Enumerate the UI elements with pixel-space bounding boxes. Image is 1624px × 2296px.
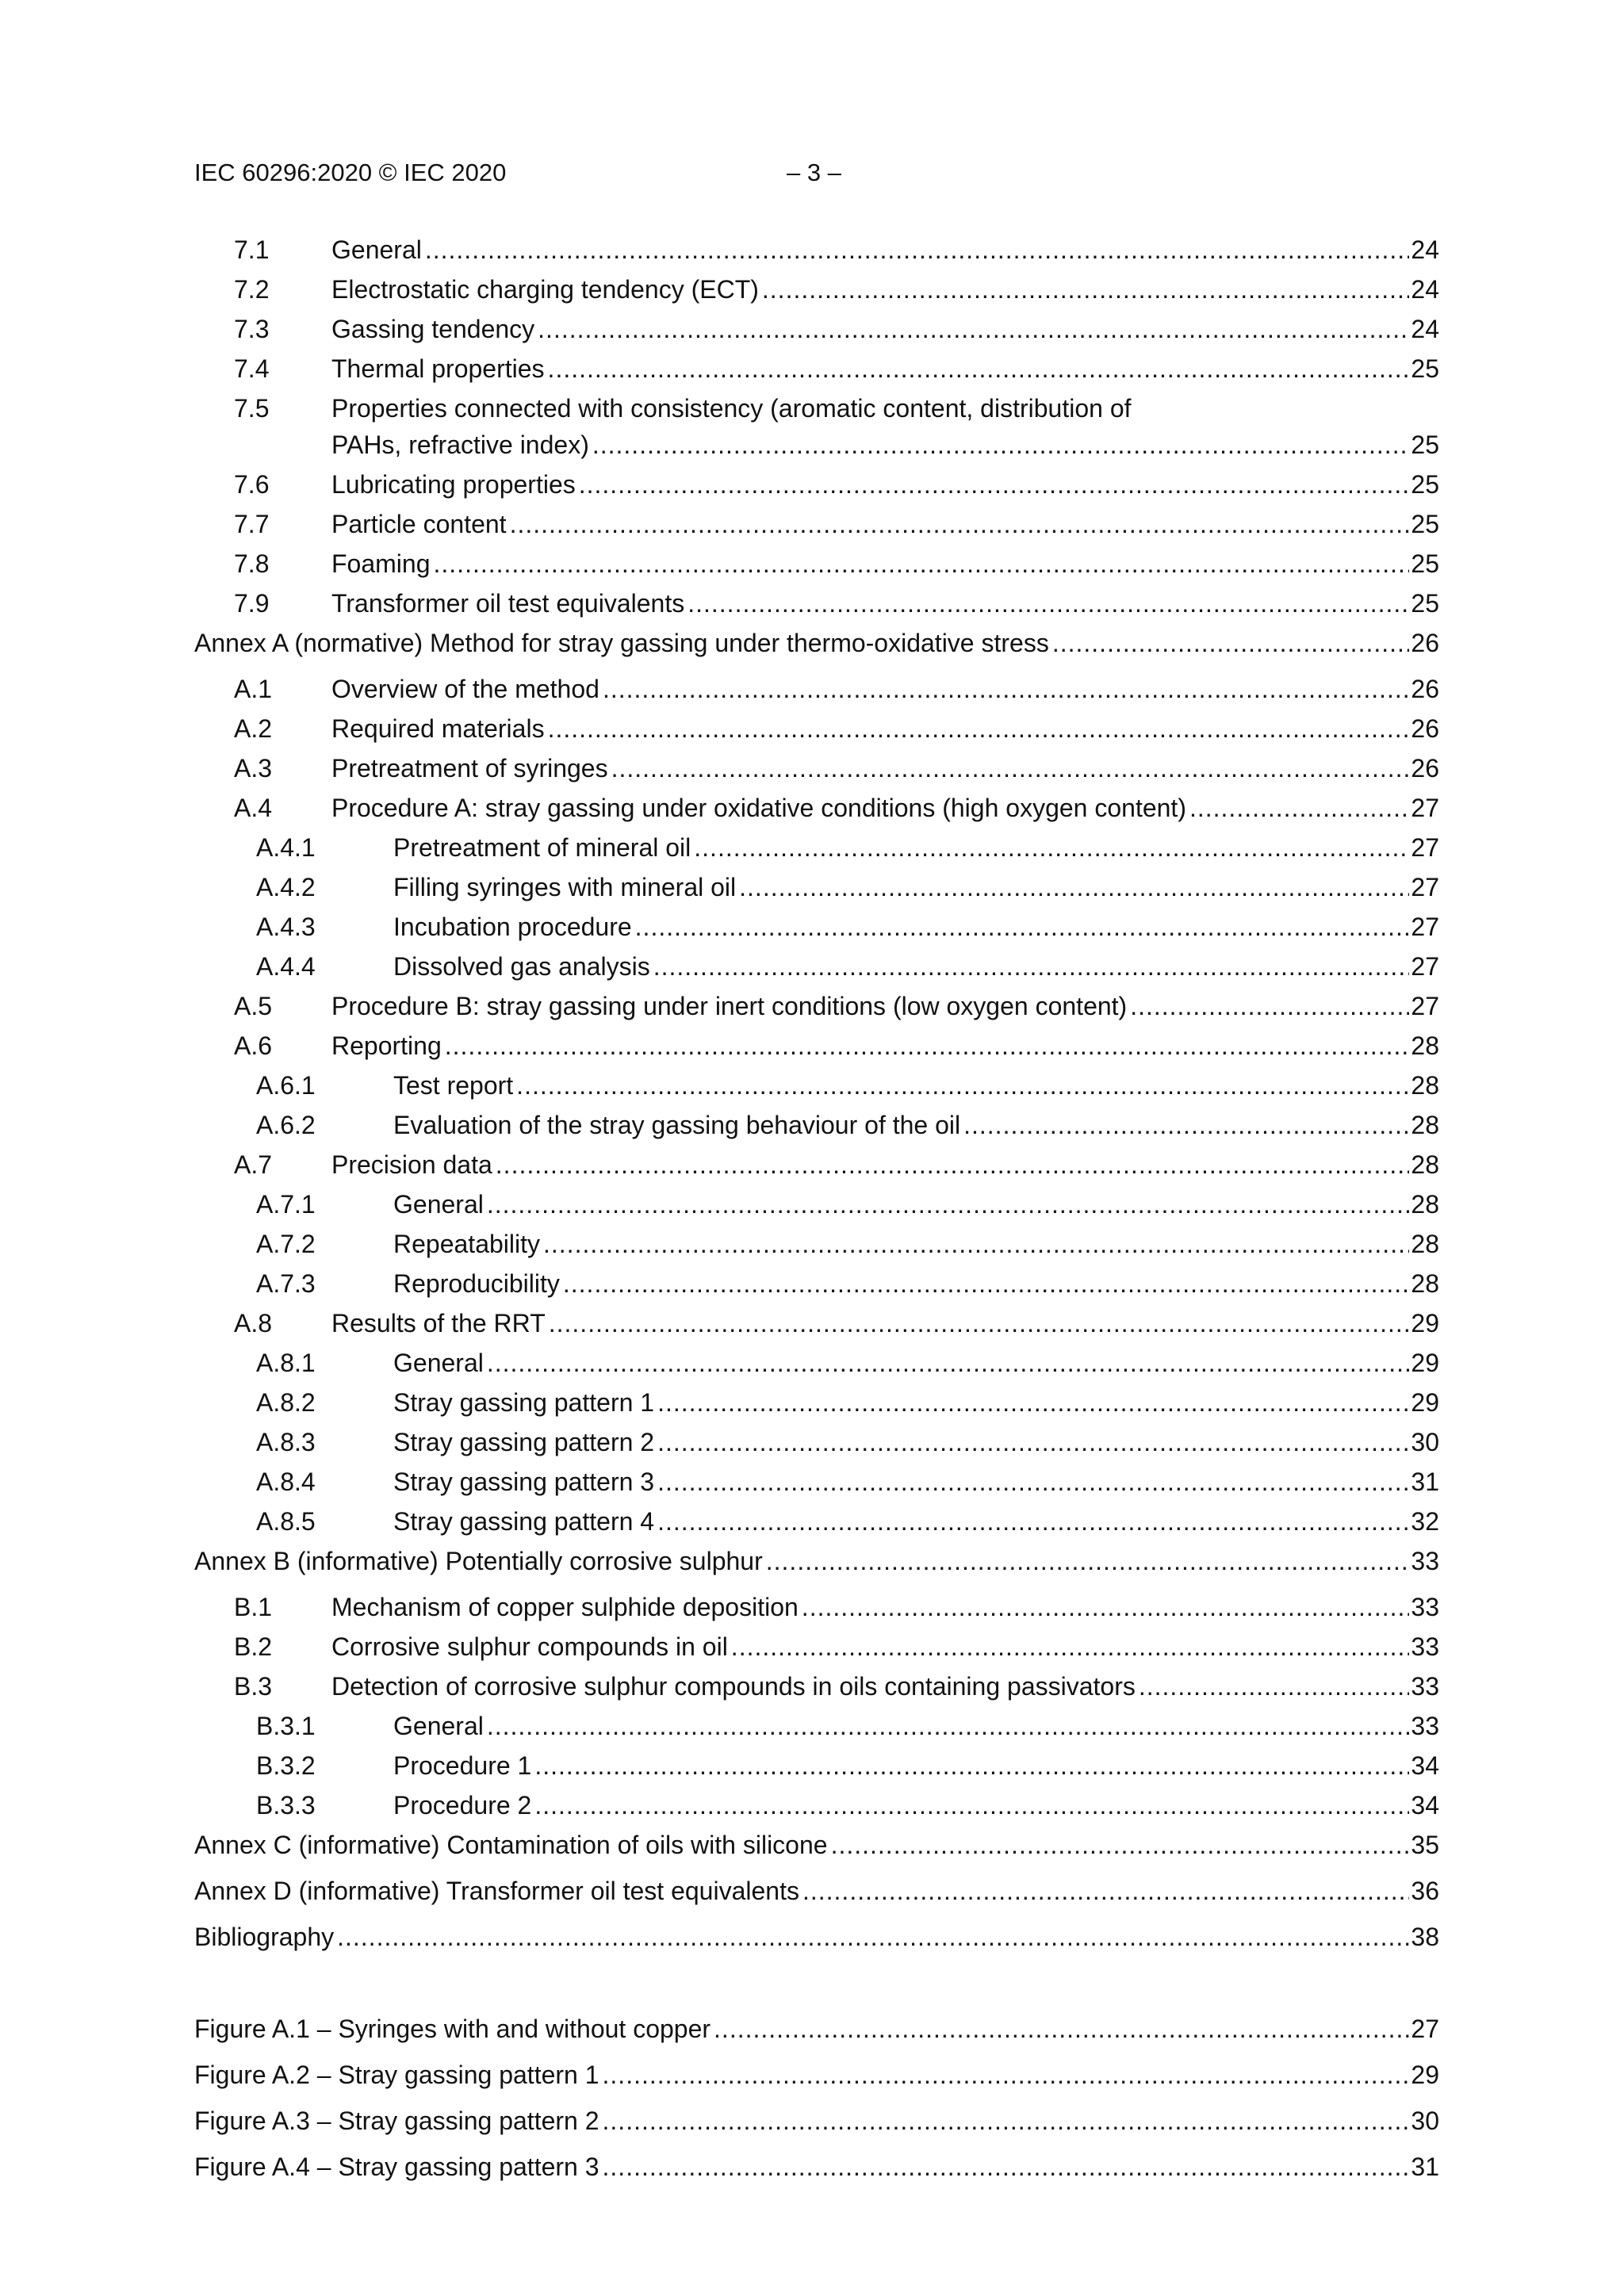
toc-entry[interactable] — [194, 584, 1439, 623]
toc-entry-page: 28 — [1411, 1150, 1439, 1179]
toc-entry-number: A.4.4 — [256, 952, 316, 981]
toc-entry[interactable] — [194, 2101, 1439, 2141]
toc-entry-title: Annex C (informative) Contamination of oils with silicone — [194, 1825, 831, 1865]
toc-entry-page: 33 — [1411, 1632, 1439, 1661]
toc-entry-number: A.7.2 — [256, 1230, 316, 1258]
toc-entry-number: 7.1 — [234, 235, 270, 264]
toc-entry-title: General — [393, 1343, 487, 1383]
toc-entry[interactable] — [194, 1502, 1439, 1541]
dot-leader — [425, 230, 1410, 270]
toc-entry-number: 7.7 — [234, 510, 270, 538]
dot-leader — [603, 669, 1409, 709]
toc-entry[interactable] — [194, 1224, 1439, 1264]
document-id: IEC 60296:2020 © IEC 2020 — [194, 159, 507, 186]
dot-leader — [611, 748, 1410, 788]
dot-leader — [510, 504, 1410, 544]
dot-leader — [487, 1343, 1410, 1383]
toc-entry-page: 26 — [1411, 714, 1439, 743]
toc-entry-page: 24 — [1411, 275, 1439, 304]
toc-entry-number: B.3 — [234, 1672, 273, 1701]
toc-entry-page: 33 — [1411, 1593, 1439, 1621]
toc-entry-page: 25 — [1411, 430, 1439, 459]
toc-entry[interactable] — [194, 669, 1439, 709]
dot-leader — [563, 1264, 1410, 1303]
toc-entry[interactable] — [194, 2055, 1439, 2095]
toc-entry[interactable] — [194, 1422, 1439, 1462]
toc-entry[interactable] — [194, 1343, 1439, 1383]
toc-entry-number: B.3.3 — [256, 1791, 316, 1820]
dot-leader — [739, 867, 1409, 907]
toc-entry-title: Transformer oil test equivalents — [331, 584, 688, 623]
dot-leader — [766, 1541, 1410, 1581]
toc-entry[interactable] — [194, 2009, 1439, 2049]
toc-entry-number: 7.5 — [234, 394, 270, 423]
toc-entry-title: Detection of corrosive sulphur compounds in oils containing passivators — [331, 1667, 1139, 1706]
dot-leader — [657, 1502, 1409, 1541]
toc-entry-page: 32 — [1411, 1507, 1439, 1536]
toc-entry-title: Filling syringes with mineral oil — [393, 867, 739, 907]
toc-entry-title: Procedure 2 — [393, 1785, 534, 1825]
toc-entry[interactable] — [194, 1871, 1439, 1911]
toc-entry-title: Overview of the method — [331, 669, 603, 709]
toc-entry-title: Procedure B: stray gassing under inert conditions (low oxygen content) — [331, 986, 1130, 1026]
dot-leader — [549, 1303, 1410, 1343]
toc-entry-number: B.1 — [234, 1593, 273, 1621]
toc-entry-page: 25 — [1411, 549, 1439, 578]
toc-entry-number: A.8 — [234, 1309, 273, 1337]
toc-entry-number: A.6.2 — [256, 1111, 316, 1139]
toc-entry-page: 25 — [1411, 470, 1439, 499]
toc-entry[interactable] — [194, 867, 1439, 907]
toc-entry-page: 28 — [1411, 1111, 1439, 1139]
toc-entry-number: A.6.1 — [256, 1071, 316, 1100]
toc-entry[interactable] — [194, 1917, 1439, 1957]
toc-entry-number: B.3.2 — [256, 1751, 316, 1780]
toc-entry-title: Pretreatment of mineral oil — [393, 828, 694, 867]
toc-entry-title: Lubricating properties — [331, 465, 579, 504]
dot-leader — [802, 1871, 1409, 1911]
toc-entry-page: 29 — [1411, 1388, 1439, 1417]
dot-leader — [543, 1224, 1409, 1264]
toc-entry-number: A.7 — [234, 1150, 273, 1179]
toc-entry-title: General — [393, 1184, 487, 1224]
toc-entry-title: Evaluation of the stray gassing behaviour of the oil — [393, 1105, 963, 1145]
dot-leader — [516, 1066, 1409, 1105]
toc-entry-page: 36 — [1411, 1877, 1439, 1905]
toc-entry-title: Stray gassing pattern 4 — [393, 1502, 657, 1541]
toc-entry[interactable] — [194, 1462, 1439, 1502]
toc-entry-title: Particle content — [331, 504, 510, 544]
dot-leader — [1052, 623, 1410, 663]
dot-leader — [534, 1746, 1409, 1785]
toc-entry-number: A.4.3 — [256, 913, 316, 941]
toc-entry[interactable] — [194, 1667, 1439, 1706]
toc-entry-title: Precision data — [331, 1145, 496, 1184]
toc-entry-number: A.8.4 — [256, 1468, 316, 1496]
toc-entry-title: Mechanism of copper sulphide deposition — [331, 1587, 802, 1627]
toc-entry[interactable] — [194, 1627, 1439, 1667]
dot-leader — [579, 465, 1410, 504]
toc-entry-number: B.3.1 — [256, 1712, 316, 1740]
dot-leader — [657, 1462, 1409, 1502]
dot-leader — [548, 349, 1410, 388]
toc-entry-title: Stray gassing pattern 2 — [393, 1422, 657, 1462]
dot-leader — [603, 2055, 1410, 2095]
toc-entry-page: 33 — [1411, 1672, 1439, 1701]
toc-entry[interactable] — [194, 349, 1439, 388]
toc-entry[interactable] — [194, 1706, 1439, 1746]
dot-leader — [762, 270, 1410, 309]
toc-entry[interactable] — [194, 230, 1439, 270]
toc-entry-title: Reproducibility — [393, 1264, 563, 1303]
toc-entry-page: 24 — [1411, 315, 1439, 343]
dot-leader — [657, 1383, 1409, 1422]
toc-entry-number: A.2 — [234, 714, 273, 743]
toc-entry-page: 27 — [1411, 992, 1439, 1020]
toc-entry-page: 33 — [1411, 1547, 1439, 1575]
dot-leader — [445, 1026, 1410, 1066]
toc-entry-number: 7.6 — [234, 470, 270, 499]
toc-entry[interactable] — [194, 544, 1439, 584]
dot-leader — [688, 584, 1409, 623]
dot-leader — [1139, 1667, 1410, 1706]
toc-entry[interactable] — [194, 1541, 1439, 1581]
toc-entry-number: A.4.1 — [256, 833, 316, 862]
toc-entry-page: 31 — [1411, 2152, 1439, 2181]
toc-entry-number: A.8.5 — [256, 1507, 316, 1536]
toc-entry-title: Procedure 1 — [393, 1746, 534, 1785]
toc-entry-title: Gassing tendency — [331, 309, 538, 349]
toc-entry-page: 29 — [1411, 1309, 1439, 1337]
toc-entry-number: A.5 — [234, 992, 273, 1020]
toc-entry-page: 30 — [1411, 1428, 1439, 1456]
toc-entry-number: A.3 — [234, 754, 273, 783]
toc-entry-page: 27 — [1411, 873, 1439, 901]
toc-entry[interactable] — [194, 1587, 1439, 1627]
toc-entry[interactable] — [194, 1746, 1439, 1785]
toc-entry-title: Figure A.3 – Stray gassing pattern 2 — [194, 2101, 603, 2141]
toc-entry[interactable] — [194, 1066, 1439, 1105]
toc-entry-page: 27 — [1411, 794, 1439, 822]
toc-entry-title: Figure A.1 – Syringes with and without copper — [194, 2009, 714, 2049]
table-of-contents — [194, 230, 1439, 2187]
toc-entry-title: Figure A.2 – Stray gassing pattern 1 — [194, 2055, 603, 2095]
toc-entry-title: Procedure A: stray gassing under oxidative conditions (high oxygen content) — [331, 788, 1189, 828]
toc-entry-number: 7.8 — [234, 549, 270, 578]
toc-entry-page: 29 — [1411, 1349, 1439, 1377]
toc-entry-page: 27 — [1411, 913, 1439, 941]
toc-entry-title: Annex B (informative) Potentially corrosive sulphur — [194, 1541, 766, 1581]
toc-entry-number: A.8.2 — [256, 1388, 316, 1417]
toc-entry-title: Corrosive sulphur compounds in oil — [331, 1627, 731, 1667]
toc-entry-title: General — [393, 1706, 487, 1746]
dot-leader — [635, 907, 1410, 947]
toc-entry-title: General — [331, 230, 425, 270]
toc-entry-page: 34 — [1411, 1751, 1439, 1780]
toc-entry-title: Figure A.4 – Stray gassing pattern 3 — [194, 2147, 603, 2187]
toc-entry-number: A.8.3 — [256, 1428, 316, 1456]
page-number: – 3 – — [787, 159, 841, 186]
toc-entry-number: B.2 — [234, 1632, 273, 1661]
toc-entry[interactable] — [194, 309, 1439, 349]
toc-entry-title: Repeatability — [393, 1224, 543, 1264]
toc-entry[interactable] — [194, 828, 1439, 867]
toc-entry[interactable] — [194, 907, 1439, 947]
toc-entry[interactable] — [194, 788, 1439, 828]
toc-entry-number: A.1 — [234, 675, 273, 703]
toc-entry[interactable] — [194, 623, 1439, 663]
toc-entry-number: 7.9 — [234, 589, 270, 618]
dot-leader — [538, 309, 1409, 349]
toc-entry-number: A.4.2 — [256, 873, 316, 901]
toc-entry-title: Annex D (informative) Transformer oil test equivalents — [194, 1871, 802, 1911]
toc-entry[interactable] — [194, 947, 1439, 986]
toc-entry-page: 26 — [1411, 754, 1439, 783]
toc-entry-page: 26 — [1411, 675, 1439, 703]
toc-entry-title: Foaming — [331, 544, 434, 584]
toc-entry-page: 31 — [1411, 1468, 1439, 1496]
toc-entry-title: Stray gassing pattern 3 — [393, 1462, 657, 1502]
page-header — [194, 155, 1439, 190]
toc-entry-page: 28 — [1411, 1269, 1439, 1298]
toc-entry-title: Incubation procedure — [393, 907, 635, 947]
toc-entry-page: 25 — [1411, 589, 1439, 618]
toc-entry-title: Electrostatic charging tendency (ECT) — [331, 270, 762, 309]
toc-entry[interactable] — [194, 270, 1439, 309]
toc-entry[interactable] — [194, 1105, 1439, 1145]
toc-entry-number: A.7.3 — [256, 1269, 316, 1298]
toc-entry[interactable] — [194, 1264, 1439, 1303]
toc-entry-title: Reporting — [331, 1026, 445, 1066]
toc-entry[interactable] — [194, 1785, 1439, 1825]
toc-entry-page: 27 — [1411, 833, 1439, 862]
dot-leader — [714, 2009, 1409, 2049]
toc-entry-number: 7.4 — [234, 354, 270, 383]
toc-entry[interactable] — [194, 1383, 1439, 1422]
toc-entry-title: Pretreatment of syringes — [331, 748, 611, 788]
toc-entry-page: 28 — [1411, 1230, 1439, 1258]
toc-entry-number: A.8.1 — [256, 1349, 316, 1377]
dot-leader — [802, 1587, 1410, 1627]
dot-leader — [496, 1145, 1410, 1184]
toc-entry-title-line1: Properties connected with consistency (aromatic content, distribution of — [331, 394, 1132, 423]
toc-entry-page: 25 — [1411, 510, 1439, 538]
toc-entry-page: 25 — [1411, 354, 1439, 383]
toc-entry-title: Test report — [393, 1066, 516, 1105]
toc-entry-page: 28 — [1411, 1190, 1439, 1219]
dot-leader — [657, 1422, 1409, 1462]
toc-entry-title: Bibliography — [194, 1917, 337, 1957]
toc-entry-page: 33 — [1411, 1712, 1439, 1740]
toc-entry-page: 27 — [1411, 2015, 1439, 2043]
toc-entry[interactable] — [194, 1184, 1439, 1224]
toc-entry-title: Annex A (normative) Method for stray gassing under thermo-oxidative stress — [194, 623, 1052, 663]
toc-entry[interactable] — [194, 748, 1439, 788]
toc-entry-title: Thermal properties — [331, 349, 548, 388]
toc-entry[interactable] — [194, 986, 1439, 1026]
dot-leader — [534, 1785, 1409, 1825]
toc-entry-page: 28 — [1411, 1071, 1439, 1100]
dot-leader — [1130, 986, 1409, 1026]
toc-entry-page: 27 — [1411, 952, 1439, 981]
dot-leader — [434, 544, 1410, 584]
toc-entry-page: 24 — [1411, 235, 1439, 264]
toc-entry-number: 7.2 — [234, 275, 270, 304]
toc-entry-page: 28 — [1411, 1031, 1439, 1060]
toc-entry[interactable] — [194, 2147, 1439, 2187]
dot-leader — [731, 1627, 1410, 1667]
toc-entry[interactable] — [194, 504, 1439, 544]
toc-entry-page: 34 — [1411, 1791, 1439, 1820]
dot-leader — [487, 1184, 1410, 1224]
toc-entry-title: PAHs, refractive index) — [331, 425, 592, 465]
toc-entry-title: Results of the RRT — [331, 1303, 549, 1343]
toc-entry-page: 26 — [1411, 629, 1439, 657]
toc-entry[interactable] — [194, 1145, 1439, 1184]
dot-leader — [603, 2101, 1410, 2141]
toc-entry-page: 29 — [1411, 2061, 1439, 2089]
toc-entry[interactable] — [194, 1825, 1439, 1865]
toc-entry[interactable] — [194, 388, 1439, 465]
dot-leader — [487, 1706, 1410, 1746]
dot-leader — [831, 1825, 1410, 1865]
dot-leader — [963, 1105, 1409, 1145]
toc-entry-title: Dissolved gas analysis — [393, 947, 653, 986]
dot-leader — [653, 947, 1410, 986]
toc-entry-page: 30 — [1411, 2107, 1439, 2135]
toc-entry[interactable] — [194, 465, 1439, 504]
toc-entry-number: A.4 — [234, 794, 273, 822]
toc-entry-page: 35 — [1411, 1831, 1439, 1859]
dot-leader — [694, 828, 1409, 867]
dot-leader — [337, 1917, 1409, 1957]
dot-leader — [603, 2147, 1410, 2187]
dot-leader — [592, 425, 1410, 465]
toc-entry-number: A.6 — [234, 1031, 273, 1060]
toc-entry-title: Stray gassing pattern 1 — [393, 1383, 657, 1422]
toc-entry[interactable] — [194, 709, 1439, 748]
dot-leader — [1189, 788, 1409, 828]
toc-entry-number: A.7.1 — [256, 1190, 316, 1219]
toc-entry-page: 38 — [1411, 1923, 1439, 1951]
toc-entry[interactable] — [194, 1303, 1439, 1343]
toc-entry-number: 7.3 — [234, 315, 270, 343]
dot-leader — [548, 709, 1410, 748]
toc-entry-title: Required materials — [331, 709, 548, 748]
toc-entry[interactable] — [194, 1026, 1439, 1066]
